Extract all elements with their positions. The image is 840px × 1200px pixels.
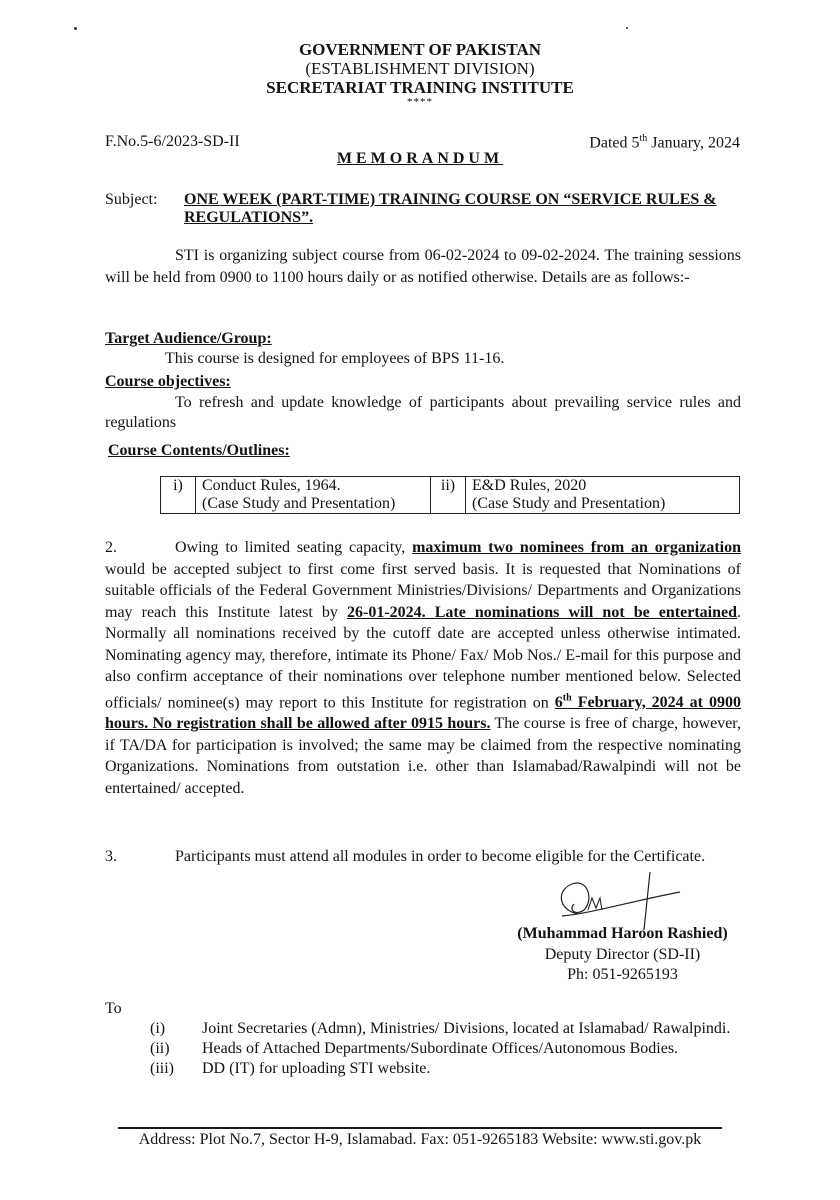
distribution-item — [150, 1019, 742, 1038]
dated-suffix: January, 2024 — [647, 134, 740, 152]
distribution-num: (i) — [150, 1020, 166, 1037]
file-number: F.No.5-6/2023-SD-II — [105, 133, 240, 150]
distribution-text: Heads of Attached Departments/Subordinate Offices/Autonomous Bodies. — [202, 1040, 679, 1057]
paragraph-2 — [105, 537, 741, 799]
para2-text: . Normally all nominations received by the cutoff date are accepted unless otherwise intimated. Nominating agency may, therefore, intimate its Phone/ Fax/ Mob Nos./ E-mail for this purpose and also confirm acceptance of their nominations over telephone number mentioned below. Selected officials/ nominee(s) may report to this Institute for registration on — [105, 603, 742, 711]
distribution-num: (ii) — [150, 1040, 170, 1057]
signatory-phone: Ph: 051-9265193 — [567, 966, 678, 983]
para2-emphasis-nominees: maximum two nominees from an organization — [412, 539, 742, 556]
intro-text: STI is organizing subject course from 06-02-2024 to 09-02-2024. The training sessions will be held from 0900 to 1100 hours daily or as notified otherwise. Details are as follows:- — [105, 247, 741, 286]
paragraph-3 — [105, 846, 741, 868]
para2-emphasis-deadline: 26-01-2024. Late nominations will not be entertained — [346, 603, 738, 621]
para2-text: would be accepted subject to first come first served basis. It is requested that Nominations of suitable officials of the Federal Government Ministries/Divisions/ Departments and Organizations may reach this Institute latest by — [105, 560, 741, 621]
target-audience-heading: Target Audience/Group: — [105, 330, 272, 347]
intro-paragraph — [105, 245, 741, 288]
dated-prefix: Dated 5 — [589, 134, 640, 152]
reg-day: 6 — [554, 693, 563, 711]
scan-speck — [74, 27, 77, 30]
footer-divider — [118, 1127, 722, 1129]
contents-heading: Course Contents/Outlines: — [108, 442, 290, 459]
distribution-text: Joint Secretaries (Admn), Ministries/ Divisions, located at Islamabad/ Rawalpindi. — [202, 1020, 731, 1037]
dated-sup: th — [639, 133, 648, 144]
content-title: Conduct Rules, 1964. — [202, 477, 341, 494]
content-item — [196, 477, 431, 514]
para2-text: The course is free of charge, however, if TA/DA for participation is involved; the same may be claimed from the respective nominating Organizations. Nominations from outstation i.e. other than Islamabad/Rawalpindi will not be entertained/ accepted. — [105, 715, 741, 797]
content-detail: (Case Study and Presentation) — [202, 495, 396, 512]
footer-address: Address: Plot No.7, Sector H-9, Islamabad. Fax: 051-9265183 Website: www.sti.gov.pk — [138, 1131, 702, 1148]
subject-label: Subject: — [105, 191, 158, 208]
para3-number: 3. — [105, 848, 117, 865]
header-institute: SECRETARIAT TRAINING INSTITUTE — [266, 78, 574, 97]
subject-text: ONE WEEK (PART-TIME) TRAINING COURSE ON “SERVICE RULES & REGULATIONS”. — [184, 191, 717, 226]
to-label: To — [105, 1000, 122, 1017]
course-contents-table — [160, 476, 740, 514]
content-num: ii) — [431, 477, 466, 514]
para2-text: Owing to limited seating capacity, — [175, 539, 413, 556]
signatory-name: (Muhammad Haroon Rashied) — [517, 925, 728, 942]
objectives-heading: Course objectives: — [105, 373, 231, 390]
para2-number: 2. — [105, 539, 117, 556]
content-title: E&D Rules, 2020 — [472, 477, 587, 494]
objectives-text: To refresh and update knowledge of participants about prevailing service rules and regulations — [105, 394, 741, 431]
distribution-item — [150, 1059, 742, 1078]
target-audience-body: This course is designed for employees of BPS 11-16. — [165, 350, 505, 367]
header-stars: **** — [407, 96, 433, 108]
distribution-list — [150, 1019, 742, 1079]
distribution-num: (iii) — [150, 1060, 174, 1077]
content-item — [466, 477, 740, 514]
scan-speck — [626, 27, 628, 29]
reg-day-sup: th — [562, 692, 572, 704]
distribution-text: DD (IT) for uploading STI website. — [202, 1060, 431, 1077]
distribution-item — [150, 1039, 742, 1058]
para3-text: Participants must attend all modules in order to become eligible for the Certificate. — [175, 848, 706, 865]
objectives-body — [105, 393, 741, 433]
reg-details: February, 2024 at 0900 hours. No registration shall be allowed after 0915 hours. — [105, 693, 742, 733]
memorandum-title: MEMORANDUM — [336, 150, 504, 167]
header-government: GOVERNMENT OF PAKISTAN — [298, 40, 542, 59]
signatory-designation: Deputy Director (SD-II) — [544, 946, 701, 963]
content-num: i) — [161, 477, 196, 514]
header-division: (ESTABLISHMENT DIVISION) — [305, 59, 535, 78]
content-detail: (Case Study and Presentation) — [472, 495, 666, 512]
